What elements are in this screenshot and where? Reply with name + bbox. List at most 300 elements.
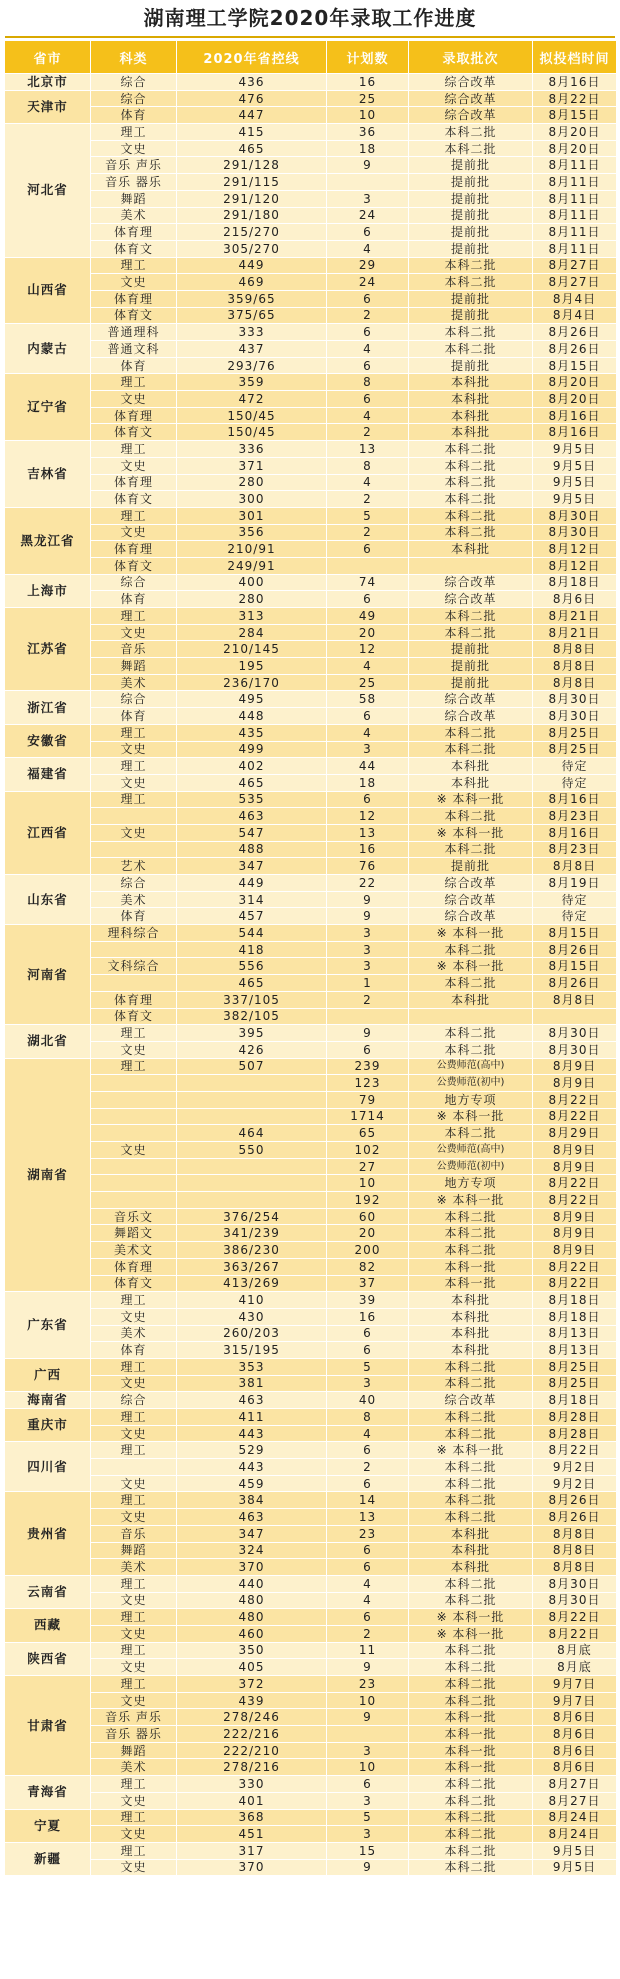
subject-cell: 舞蹈文: [91, 1225, 177, 1242]
table-row: [5, 758, 617, 775]
control-line-cell: 443: [177, 1459, 327, 1476]
plan-cell: 10: [327, 1692, 409, 1709]
control-line-cell: 447: [177, 107, 327, 124]
control-line-cell: 472: [177, 391, 327, 408]
control-line-cell: 249/91: [177, 557, 327, 574]
table-row: [5, 1659, 617, 1676]
batch-cell: ※ 本科一批: [409, 791, 533, 808]
subject-cell: 文史: [91, 524, 177, 541]
batch-cell: 本科一批: [409, 1759, 533, 1776]
plan-cell: 6: [327, 1542, 409, 1559]
province-cell: 河北省: [5, 124, 91, 258]
control-line-cell: 150/45: [177, 407, 327, 424]
archive-time-cell: 8月16日: [533, 791, 617, 808]
subject-cell: 艺术: [91, 858, 177, 875]
batch-cell: 本科二批: [409, 1676, 533, 1693]
archive-time-cell: 8月22日: [533, 1609, 617, 1626]
control-line-cell: 347: [177, 1525, 327, 1542]
province-cell: 青海省: [5, 1776, 91, 1809]
control-line-cell: [177, 1075, 327, 1092]
province-cell: 甘肃省: [5, 1676, 91, 1776]
archive-time-cell: 8月8日: [533, 641, 617, 658]
province-cell: 江苏省: [5, 608, 91, 691]
admission-table: [4, 40, 617, 1876]
archive-time-cell: 8月26日: [533, 941, 617, 958]
table-row: [5, 1525, 617, 1542]
plan-cell: [327, 1726, 409, 1743]
plan-cell: 6: [327, 224, 409, 241]
subject-cell: [91, 975, 177, 992]
archive-time-cell: 8月26日: [533, 1492, 617, 1509]
table-row: [5, 975, 617, 992]
batch-cell: 本科二批: [409, 1659, 533, 1676]
subject-cell: 体育文: [91, 424, 177, 441]
batch-cell: 本科二批: [409, 1692, 533, 1709]
table-row: [5, 1742, 617, 1759]
subject-cell: 文史: [91, 1625, 177, 1642]
batch-cell: 本科二批: [409, 1358, 533, 1375]
table-row: [5, 157, 617, 174]
batch-cell: 本科二批: [409, 274, 533, 291]
plan-cell: 4: [327, 658, 409, 675]
batch-cell: 本科一批: [409, 1709, 533, 1726]
archive-time-cell: 8月11日: [533, 174, 617, 191]
archive-time-cell: 8月23日: [533, 841, 617, 858]
archive-time-cell: 8月8日: [533, 658, 617, 675]
plan-cell: 200: [327, 1242, 409, 1259]
control-line-cell: 465: [177, 774, 327, 791]
batch-cell: 提前批: [409, 207, 533, 224]
table-row: [5, 1425, 617, 1442]
control-line-cell: 330: [177, 1776, 327, 1793]
plan-cell: 76: [327, 858, 409, 875]
subject-cell: 理工: [91, 1409, 177, 1426]
batch-cell: 本科一批: [409, 1742, 533, 1759]
control-line-cell: 464: [177, 1125, 327, 1142]
table-row: [5, 724, 617, 741]
province-cell: 河南省: [5, 925, 91, 1025]
plan-cell: 3: [327, 1826, 409, 1843]
subject-cell: 美术文: [91, 1242, 177, 1259]
control-line-cell: 363/267: [177, 1258, 327, 1275]
page-title: 湖南理工学院2020年录取工作进度: [143, 6, 477, 30]
control-line-cell: 236/170: [177, 674, 327, 691]
plan-cell: 1: [327, 975, 409, 992]
subject-cell: 体育理: [91, 290, 177, 307]
archive-time-cell: 8月4日: [533, 290, 617, 307]
batch-cell: 本科二批: [409, 441, 533, 458]
table-row: [5, 507, 617, 524]
batch-cell: 本科二批: [409, 1425, 533, 1442]
control-line-cell: 480: [177, 1592, 327, 1609]
province-cell: 浙江省: [5, 691, 91, 724]
archive-time-cell: 8月6日: [533, 1726, 617, 1743]
table-row: [5, 190, 617, 207]
province-cell: 山西省: [5, 257, 91, 324]
archive-time-cell: 8月6日: [533, 591, 617, 608]
control-line-cell: 215/270: [177, 224, 327, 241]
control-line-cell: [177, 1158, 327, 1175]
batch-cell: 综合改革: [409, 90, 533, 107]
control-line-cell: 305/270: [177, 240, 327, 257]
archive-time-cell: 8月28日: [533, 1425, 617, 1442]
batch-cell: 综合改革: [409, 875, 533, 892]
control-line-cell: 353: [177, 1358, 327, 1375]
batch-cell: 本科一批: [409, 1275, 533, 1292]
subject-cell: 理工: [91, 1609, 177, 1626]
plan-cell: 2: [327, 307, 409, 324]
plan-cell: 6: [327, 391, 409, 408]
control-line-cell: 337/105: [177, 991, 327, 1008]
province-cell: 黑龙江省: [5, 507, 91, 574]
batch-cell: 本科二批: [409, 1041, 533, 1058]
subject-cell: 理工: [91, 1776, 177, 1793]
table-row: [5, 1492, 617, 1509]
control-line-cell: 437: [177, 341, 327, 358]
control-line-cell: 291/115: [177, 174, 327, 191]
plan-cell: 24: [327, 274, 409, 291]
batch-cell: 本科二批: [409, 1208, 533, 1225]
table-row: [5, 124, 617, 141]
plan-cell: 3: [327, 941, 409, 958]
control-line-cell: 222/210: [177, 1742, 327, 1759]
archive-time-cell: 8月26日: [533, 1509, 617, 1526]
plan-cell: 2: [327, 524, 409, 541]
table-row: [5, 174, 617, 191]
archive-time-cell: 8月20日: [533, 124, 617, 141]
table-row: [5, 524, 617, 541]
subject-cell: 理工: [91, 374, 177, 391]
table-row: [5, 274, 617, 291]
subject-cell: 体育: [91, 1342, 177, 1359]
table-row: [5, 925, 617, 942]
plan-cell: 6: [327, 324, 409, 341]
table-row: [5, 691, 617, 708]
archive-time-cell: 8月6日: [533, 1742, 617, 1759]
batch-cell: 本科批: [409, 1325, 533, 1342]
batch-cell: 综合改革: [409, 908, 533, 925]
table-row: [5, 1392, 617, 1409]
table-row: [5, 1125, 617, 1142]
plan-cell: 22: [327, 875, 409, 892]
plan-cell: 6: [327, 1559, 409, 1576]
control-line-cell: 368: [177, 1809, 327, 1826]
archive-time-cell: 8月18日: [533, 1308, 617, 1325]
subject-cell: 体育理: [91, 407, 177, 424]
subject-cell: [91, 1192, 177, 1209]
batch-cell: 本科批: [409, 1342, 533, 1359]
plan-cell: 27: [327, 1158, 409, 1175]
archive-time-cell: 8月15日: [533, 925, 617, 942]
archive-time-cell: 8月8日: [533, 1542, 617, 1559]
control-line-cell: 469: [177, 274, 327, 291]
plan-cell: 49: [327, 608, 409, 625]
table-row: [5, 1809, 617, 1826]
archive-time-cell: 8月25日: [533, 724, 617, 741]
batch-cell: ※ 本科一批: [409, 925, 533, 942]
table-row: [5, 257, 617, 274]
table-row: [5, 591, 617, 608]
subject-cell: 文史: [91, 1041, 177, 1058]
batch-cell: ※ 本科一批: [409, 958, 533, 975]
batch-cell: 本科二批: [409, 1025, 533, 1042]
archive-time-cell: 8月20日: [533, 374, 617, 391]
table-row: [5, 1275, 617, 1292]
control-line-cell: 222/216: [177, 1726, 327, 1743]
archive-time-cell: 8月25日: [533, 741, 617, 758]
archive-time-cell: 9月5日: [533, 491, 617, 508]
table-row: [5, 1759, 617, 1776]
archive-time-cell: 8月19日: [533, 875, 617, 892]
subject-cell: 体育文: [91, 1275, 177, 1292]
subject-cell: [91, 1175, 177, 1192]
table-row: [5, 1292, 617, 1309]
table-row: [5, 574, 617, 591]
province-cell: 安徽省: [5, 724, 91, 757]
archive-time-cell: 8月6日: [533, 1709, 617, 1726]
plan-cell: 58: [327, 691, 409, 708]
subject-cell: [91, 1091, 177, 1108]
archive-time-cell: 8月9日: [533, 1242, 617, 1259]
table-row: [5, 1192, 617, 1209]
table-row: [5, 708, 617, 725]
control-line-cell: 448: [177, 708, 327, 725]
table-row: [5, 741, 617, 758]
table-row: [5, 1041, 617, 1058]
control-line-cell: 370: [177, 1859, 327, 1876]
plan-cell: 4: [327, 240, 409, 257]
subject-cell: 舞蹈: [91, 190, 177, 207]
plan-cell: 18: [327, 774, 409, 791]
subject-cell: 体育理: [91, 541, 177, 558]
subject-cell: 体育文: [91, 307, 177, 324]
province-cell: 陕西省: [5, 1642, 91, 1675]
plan-cell: 9: [327, 1659, 409, 1676]
batch-cell: 本科二批: [409, 808, 533, 825]
plan-cell: 2: [327, 424, 409, 441]
table-row: [5, 357, 617, 374]
control-line-cell: 457: [177, 908, 327, 925]
archive-time-cell: 8月22日: [533, 1442, 617, 1459]
control-line-cell: 415: [177, 124, 327, 141]
province-cell: 湖南省: [5, 1058, 91, 1292]
subject-cell: 理工: [91, 1058, 177, 1075]
archive-time-cell: 8月29日: [533, 1125, 617, 1142]
batch-cell: 本科二批: [409, 1792, 533, 1809]
plan-cell: 8: [327, 457, 409, 474]
subject-cell: 文史: [91, 1375, 177, 1392]
archive-time-cell: 8月13日: [533, 1325, 617, 1342]
table-row: [5, 1308, 617, 1325]
control-line-cell: 480: [177, 1609, 327, 1626]
control-line-cell: 324: [177, 1542, 327, 1559]
control-line-cell: 359: [177, 374, 327, 391]
control-line-cell: 314: [177, 891, 327, 908]
batch-cell: 本科二批: [409, 140, 533, 157]
subject-cell: 文史: [91, 1792, 177, 1809]
control-line-cell: 260/203: [177, 1325, 327, 1342]
control-line-cell: 315/195: [177, 1342, 327, 1359]
batch-cell: 本科二批: [409, 608, 533, 625]
batch-cell: 本科二批: [409, 341, 533, 358]
subject-cell: 文史: [91, 1859, 177, 1876]
table-row: [5, 674, 617, 691]
table-row: [5, 1792, 617, 1809]
subject-cell: 音乐: [91, 1525, 177, 1542]
archive-time-cell: 8月22日: [533, 90, 617, 107]
archive-time-cell: 8月30日: [533, 1592, 617, 1609]
archive-time-cell: 9月5日: [533, 1859, 617, 1876]
plan-cell: 6: [327, 1041, 409, 1058]
control-line-cell: 410: [177, 1292, 327, 1309]
plan-cell: 4: [327, 1592, 409, 1609]
plan-cell: 6: [327, 1442, 409, 1459]
subject-cell: 体育理: [91, 224, 177, 241]
plan-cell: 23: [327, 1525, 409, 1542]
batch-cell: 本科批: [409, 1559, 533, 1576]
plan-cell: 44: [327, 758, 409, 775]
archive-time-cell: 8月16日: [533, 424, 617, 441]
archive-time-cell: 8月30日: [533, 524, 617, 541]
subject-cell: 文史: [91, 1425, 177, 1442]
subject-cell: 理工: [91, 507, 177, 524]
batch-cell: 本科批: [409, 1542, 533, 1559]
subject-cell: 音乐文: [91, 1208, 177, 1225]
control-line-cell: 382/105: [177, 1008, 327, 1025]
batch-cell: 提前批: [409, 307, 533, 324]
subject-cell: 体育理: [91, 1258, 177, 1275]
province-cell: 宁夏: [5, 1809, 91, 1842]
control-line-cell: 556: [177, 958, 327, 975]
archive-time-cell: 8月15日: [533, 357, 617, 374]
batch-cell: 本科二批: [409, 975, 533, 992]
batch-cell: 本科批: [409, 407, 533, 424]
archive-time-cell: 8月9日: [533, 1075, 617, 1092]
table-row: [5, 608, 617, 625]
table-row: [5, 891, 617, 908]
archive-time-cell: 8月23日: [533, 808, 617, 825]
subject-cell: [91, 1075, 177, 1092]
control-line-cell: 488: [177, 841, 327, 858]
archive-time-cell: 8月26日: [533, 975, 617, 992]
table-row: [5, 1826, 617, 1843]
batch-cell: 本科二批: [409, 1375, 533, 1392]
subject-cell: 体育理: [91, 991, 177, 1008]
title-underline: [5, 36, 615, 38]
batch-cell: [409, 557, 533, 574]
plan-cell: 13: [327, 1509, 409, 1526]
subject-cell: 体育: [91, 357, 177, 374]
subject-cell: 文史: [91, 1509, 177, 1526]
province-cell: 新疆: [5, 1842, 91, 1875]
batch-cell: 综合改革: [409, 708, 533, 725]
subject-cell: 体育文: [91, 240, 177, 257]
batch-cell: 本科二批: [409, 741, 533, 758]
table-row: [5, 1625, 617, 1642]
province-cell: 贵州省: [5, 1492, 91, 1575]
subject-cell: 文史: [91, 741, 177, 758]
table-row: [5, 658, 617, 675]
archive-time-cell: 8月20日: [533, 391, 617, 408]
table-body: [5, 74, 617, 1876]
control-line-cell: 210/145: [177, 641, 327, 658]
plan-cell: 2: [327, 991, 409, 1008]
subject-cell: 理科综合: [91, 925, 177, 942]
table-row: [5, 791, 617, 808]
archive-time-cell: 8月9日: [533, 1142, 617, 1159]
plan-cell: 12: [327, 641, 409, 658]
subject-cell: 理工: [91, 1642, 177, 1659]
batch-cell: 提前批: [409, 641, 533, 658]
archive-time-cell: 待定: [533, 908, 617, 925]
plan-cell: 4: [327, 1425, 409, 1442]
archive-time-cell: 8月11日: [533, 224, 617, 241]
control-line-cell: 333: [177, 324, 327, 341]
control-line-cell: 418: [177, 941, 327, 958]
table-row: [5, 1442, 617, 1459]
control-line-cell: 280: [177, 591, 327, 608]
plan-cell: 3: [327, 1375, 409, 1392]
control-line-cell: 413/269: [177, 1275, 327, 1292]
batch-cell: 综合改革: [409, 891, 533, 908]
archive-time-cell: 8月30日: [533, 507, 617, 524]
batch-cell: 提前批: [409, 658, 533, 675]
plan-cell: 9: [327, 157, 409, 174]
plan-cell: 239: [327, 1058, 409, 1075]
control-line-cell: 356: [177, 524, 327, 541]
archive-time-cell: [533, 1008, 617, 1025]
province-cell: 内蒙古: [5, 324, 91, 374]
subject-cell: 文史: [91, 140, 177, 157]
archive-time-cell: 8月25日: [533, 1358, 617, 1375]
plan-cell: 82: [327, 1258, 409, 1275]
batch-cell: 本科二批: [409, 1459, 533, 1476]
plan-cell: 10: [327, 107, 409, 124]
control-line-cell: 347: [177, 858, 327, 875]
subject-cell: 体育文: [91, 1008, 177, 1025]
table-row: [5, 1559, 617, 1576]
control-line-cell: 317: [177, 1842, 327, 1859]
plan-cell: 2: [327, 1459, 409, 1476]
plan-cell: 10: [327, 1175, 409, 1192]
control-line-cell: 495: [177, 691, 327, 708]
table-row: [5, 424, 617, 441]
subject-cell: 美术: [91, 891, 177, 908]
batch-cell: ※ 本科一批: [409, 1192, 533, 1209]
batch-cell: 本科二批: [409, 841, 533, 858]
table-row: [5, 808, 617, 825]
batch-cell: 本科二批: [409, 491, 533, 508]
archive-time-cell: 9月5日: [533, 1842, 617, 1859]
control-line-cell: 195: [177, 658, 327, 675]
table-row: [5, 107, 617, 124]
control-line-cell: 291/128: [177, 157, 327, 174]
archive-time-cell: 8月9日: [533, 1058, 617, 1075]
archive-time-cell: 待定: [533, 758, 617, 775]
control-line-cell: 401: [177, 1792, 327, 1809]
table-row: [5, 1225, 617, 1242]
plan-cell: 5: [327, 1809, 409, 1826]
subject-cell: 体育: [91, 591, 177, 608]
plan-cell: 3: [327, 1792, 409, 1809]
province-cell: 广东省: [5, 1292, 91, 1359]
batch-cell: [409, 1008, 533, 1025]
subject-cell: 理工: [91, 124, 177, 141]
archive-time-cell: 8月22日: [533, 1175, 617, 1192]
table-row: [5, 1258, 617, 1275]
control-line-cell: 278/246: [177, 1709, 327, 1726]
batch-cell: 本科一批: [409, 1258, 533, 1275]
